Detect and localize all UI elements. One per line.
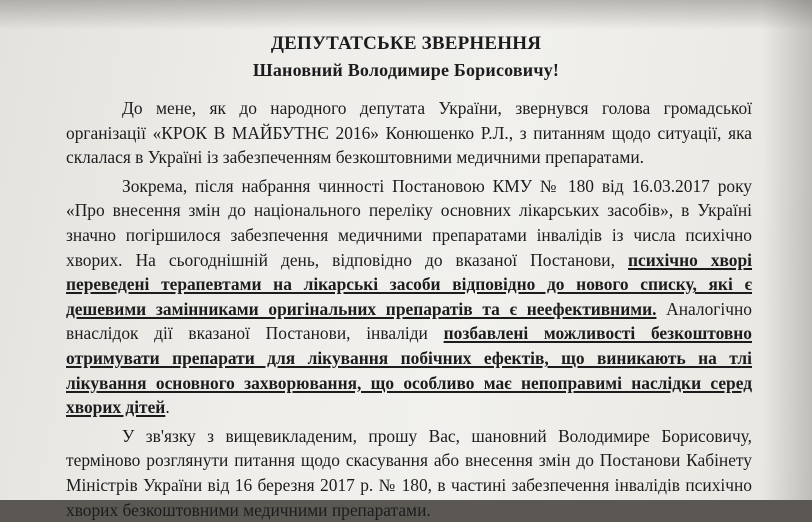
paragraph-request: У зв'язку з вищевикладеним, прошу Вас, шановний Володимире Борисовичу, терміново розглянути питання щодо скасування або внесення змін до Постанови Кабінету Міністрів України від 16 березня 2017 р. № 180, в частині забезпечення інвалідів психічно хворих безкоштовними медичними препаратами. (66, 425, 752, 520)
underlined-emphasis: психічно хворі переведені терапевтами на лікарські засоби відповідно до нового списку, які є дешевими замінниками оригінальних препаратів та є неефективними. (66, 249, 752, 319)
underlined-emphasis: позбавлені можливості безкоштовно отримувати препарати для лікування побічних ефектів, що виникають на тлі лікування основного захворювання, що особливо має непоправимі наслідки серед хворих дітей (66, 323, 752, 418)
document-body (66, 96, 752, 522)
photo-shadow-top (0, 0, 812, 30)
document-heading: ДЕПУТАТСЬКЕ ЗВЕРНЕННЯ (270, 33, 542, 54)
paragraph-text: . (165, 397, 170, 418)
paragraph-details (66, 174, 752, 420)
paragraph-intro: До мене, як до народного депутата України, звернувся голова громадської організації «КРОК В МАЙБУТНЄ 2016» Конюшенко Р.Л., з питанням щодо ситуації, яка склалася в Україні із забезпеченням безкоштовними медичними препаратами. (66, 98, 752, 168)
paragraph-text: Аналогічно внаслідок дії вказаної Постанови, інваліди (66, 298, 752, 344)
salutation: Шановний Володимире Борисовичу! (252, 60, 560, 80)
paragraph-text: Зокрема, після набрання чинності Постановою КМУ № 180 від 16.03.2017 року «Про внесення змін до національного переліку основних лікарських засобів», в Україні значно погіршилося забезпечення медичними препаратами інвалідів із числа психічно хворих. На сьогоднішній день, відповідно до вказаної Постанови, (66, 175, 752, 270)
